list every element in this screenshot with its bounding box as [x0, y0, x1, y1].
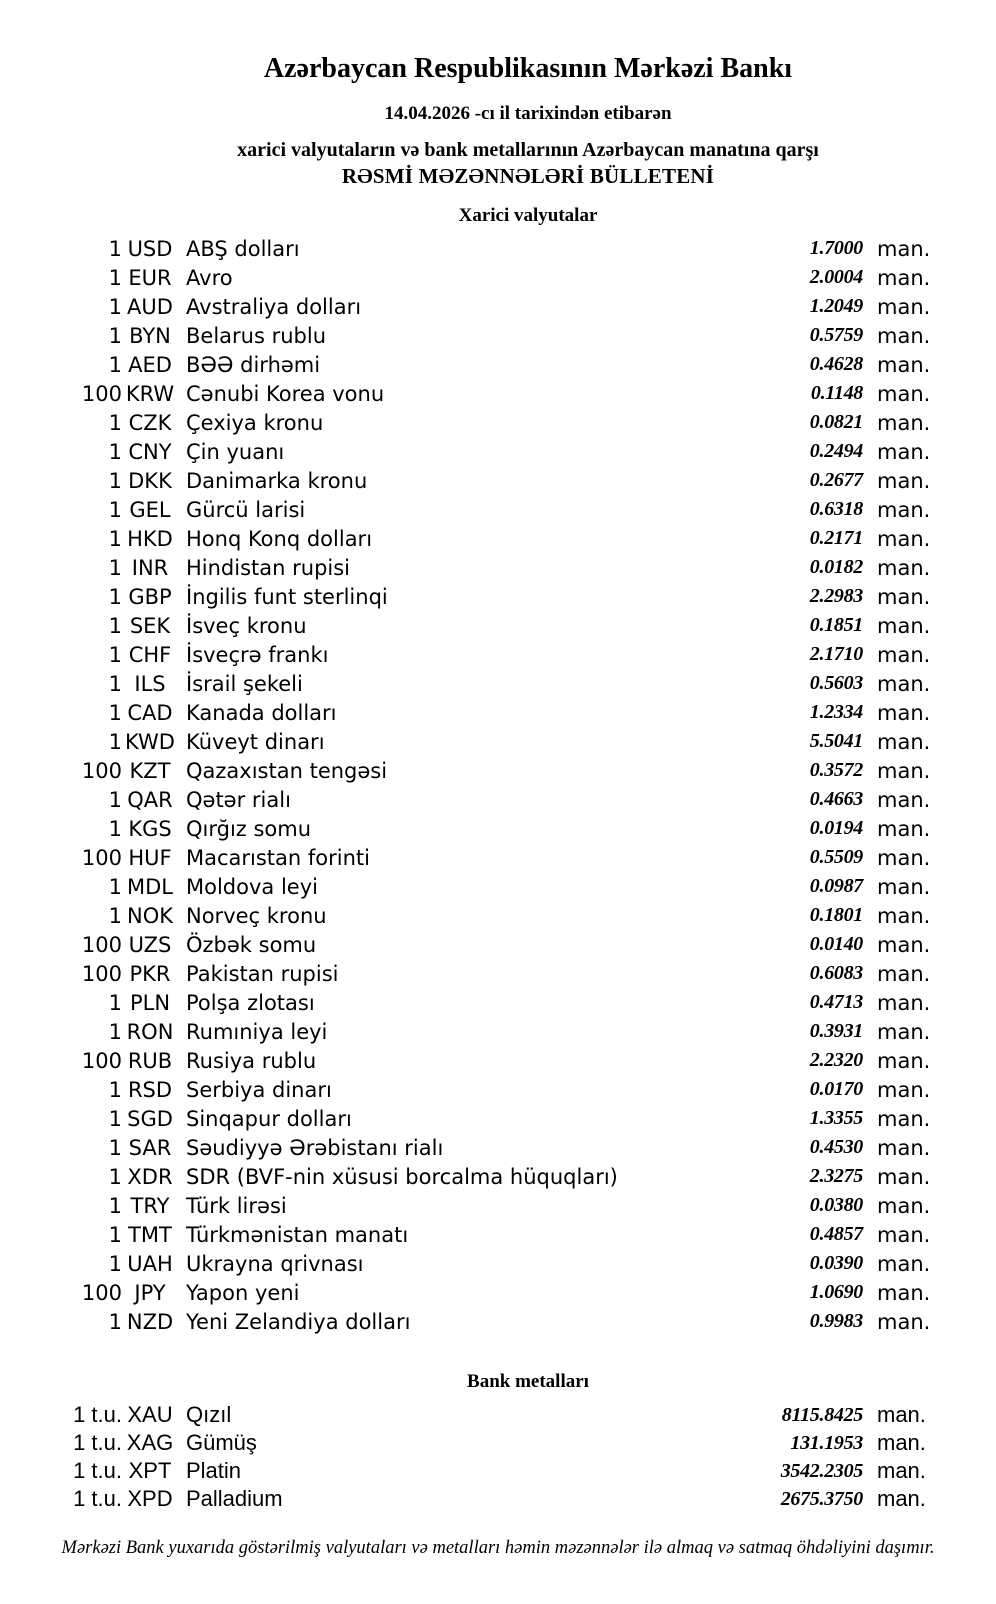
currency-row [0, 1162, 996, 1191]
metals-rates-table [0, 1401, 996, 1513]
currency-code: USD [127, 236, 173, 261]
quantity-value: 1 [108, 1164, 122, 1189]
rate-value: 1.2334 [809, 701, 863, 723]
quantity-value: 1 [108, 613, 122, 638]
rate-value: 0.2494 [809, 440, 863, 462]
currency-name: Rumıniya leyi [186, 1019, 328, 1044]
currency-row [0, 930, 996, 959]
unit-label: man. [877, 874, 931, 899]
bulletin-title: RƏSMİ MƏZƏNNƏLƏRİ BÜLLETENİ [341, 164, 715, 188]
rate-value: 0.0194 [809, 817, 863, 839]
rate-value: 0.0140 [809, 933, 863, 955]
unit-label: man. [877, 1135, 931, 1160]
rate-value: 2.3275 [809, 1165, 863, 1187]
rate-value: 0.2171 [809, 527, 863, 549]
currency-code: UZS [128, 932, 172, 957]
unit-label: man. [877, 497, 931, 522]
currency-code: TMT [128, 1222, 172, 1247]
currency-name: Danimarka kronu [186, 468, 368, 493]
unit-label: man. [877, 816, 931, 841]
unit-label: man. [877, 468, 931, 493]
currency-code: HKD [127, 526, 173, 551]
currency-code: UAH [127, 1251, 173, 1276]
rate-value: 1.7000 [809, 237, 863, 259]
rate-value: 0.5509 [809, 846, 863, 868]
rate-value: 0.4530 [809, 1136, 863, 1158]
currency-row [0, 843, 996, 872]
currency-row [0, 1046, 996, 1075]
currency-section-title: Xarici valyutalar [458, 205, 598, 226]
quantity-value: 1 [108, 497, 122, 522]
rate-value: 2.0004 [809, 266, 863, 288]
currency-code: MDL [127, 874, 173, 899]
unit-label: man. [877, 642, 931, 667]
currency-code: KWD [125, 729, 175, 754]
currency-row [0, 321, 996, 350]
currency-code: XAG [126, 1430, 174, 1455]
rate-value: 0.1801 [809, 904, 863, 926]
currency-name: Gümüş [186, 1430, 257, 1455]
rate-value: 2.2320 [809, 1049, 863, 1071]
currency-row [0, 1075, 996, 1104]
currency-code: JPY [134, 1280, 166, 1305]
quantity-value: 1 [108, 468, 122, 493]
currency-row [0, 611, 996, 640]
currency-code: TRY [130, 1193, 170, 1218]
unit-label: man. [877, 1193, 931, 1218]
rate-value: 0.3931 [809, 1020, 863, 1042]
currency-code: ILS [134, 671, 166, 696]
unit-label: man. [877, 236, 931, 261]
currency-name: BƏƏ dirhəmi [186, 352, 321, 377]
currency-code: SAR [128, 1135, 172, 1160]
unit-label: man. [877, 729, 931, 754]
unit-label: man. [877, 294, 931, 319]
bank-name-title: Azərbaycan Respublikasının Mərkəzi Bankı [263, 53, 793, 84]
currency-name: Sinqapur dolları [186, 1106, 352, 1131]
rate-value: 0.4663 [809, 788, 863, 810]
currency-name: Serbiya dinarı [186, 1077, 332, 1102]
quantity-value: 1 [108, 903, 122, 928]
quantity-value: 1 [108, 352, 122, 377]
currency-name: Avro [186, 265, 233, 290]
currency-row [0, 756, 996, 785]
unit-label: man. [877, 1019, 931, 1044]
unit-label: man. [877, 613, 931, 638]
quantity-value: 1 [108, 584, 122, 609]
quantity-value: 1 [108, 294, 122, 319]
currency-code: XPT [128, 1458, 172, 1483]
currency-name: Kanada dolları [186, 700, 337, 725]
quantity-value: 1 [108, 236, 122, 261]
currency-row [0, 1307, 996, 1336]
currency-name: Qətər rialı [186, 787, 291, 812]
rate-value: 1.2049 [809, 295, 863, 317]
currency-row [0, 698, 996, 727]
currency-code: CNY [128, 439, 172, 464]
currency-row [0, 1278, 996, 1307]
currency-row [0, 582, 996, 611]
currency-name: Macarıstan forinti [186, 845, 370, 870]
rate-value: 1.0690 [809, 1281, 863, 1303]
quantity-value: 1 [108, 555, 122, 580]
quantity-value: 100 [81, 381, 122, 406]
currency-row [0, 814, 996, 843]
quantity-value: 1 [108, 729, 122, 754]
unit-label: man. [877, 961, 931, 986]
currency-row [0, 466, 996, 495]
unit-label: man. [877, 1048, 931, 1073]
quantity-value: 1 [108, 1309, 122, 1334]
unit-label: man. [877, 323, 931, 348]
unit-label: man. [877, 1106, 931, 1131]
unit-label: man. [877, 1486, 926, 1511]
unit-label: man. [877, 1280, 931, 1305]
currency-name: Yeni Zelandiya dolları [186, 1309, 411, 1334]
unit-label: man. [877, 352, 931, 377]
quantity-value: 1 [108, 642, 122, 667]
rate-value: 0.4628 [809, 353, 863, 375]
rate-value: 0.2677 [809, 469, 863, 491]
currency-code: HUF [128, 845, 172, 870]
rate-value: 2.1710 [809, 643, 863, 665]
currency-row [0, 553, 996, 582]
currency-name: Pakistan rupisi [186, 961, 339, 986]
rate-value: 0.0170 [809, 1078, 863, 1100]
currency-row [0, 1017, 996, 1046]
currency-name: İngilis funt sterlinqi [186, 584, 388, 609]
rate-value: 0.5759 [809, 324, 863, 346]
currency-row [0, 1249, 996, 1278]
rate-value: 0.1851 [809, 614, 863, 636]
currency-code: QAR [127, 787, 173, 812]
metal-row [0, 1429, 996, 1457]
currency-name: Rusiya rublu [186, 1048, 317, 1073]
currency-row [0, 292, 996, 321]
rate-value: 0.0821 [809, 411, 863, 433]
currency-name: Moldova leyi [186, 874, 318, 899]
currency-name: Küveyt dinarı [186, 729, 325, 754]
quantity-value: 1 [108, 410, 122, 435]
currency-row [0, 1104, 996, 1133]
quantity-value: 1 [108, 671, 122, 696]
currency-name: Türkmənistan manatı [186, 1222, 409, 1247]
currency-code: NOK [126, 903, 173, 928]
rate-value: 0.9983 [809, 1310, 863, 1332]
metal-row [0, 1401, 996, 1429]
footer-note: Mərkəzi Bank yuxarıda göstərilmiş valyutaları və metalları həmin məzənnələr ilə almaq və satmaq öhdəliyini daşımır. [61, 1538, 935, 1558]
quantity-value: 1 [108, 874, 122, 899]
currency-row [0, 350, 996, 379]
currency-name: Polşa zlotası [186, 990, 315, 1015]
rate-value: 0.4713 [809, 991, 863, 1013]
currency-code: CHF [128, 642, 172, 667]
unit-label: man. [877, 1077, 931, 1102]
unit-label: man. [877, 990, 931, 1015]
currency-code: SGD [127, 1106, 173, 1131]
quantity-value: 1 [108, 1077, 122, 1102]
currency-code: RON [126, 1019, 174, 1044]
rate-value: 0.0390 [809, 1252, 863, 1274]
currency-name: Platin [186, 1458, 242, 1483]
currency-name: İsveçrə frankı [186, 642, 329, 667]
currency-row [0, 872, 996, 901]
currency-code: NZD [126, 1309, 174, 1334]
currency-name: Gürcü larisi [186, 497, 306, 522]
quantity-value: 100 [81, 845, 122, 870]
bulletin-subtitle: xarici valyutaların və bank metallarının Azərbaycan manatına qarşı [237, 139, 819, 161]
unit-label: man. [877, 410, 931, 435]
quantity-value: 1 [108, 1251, 122, 1276]
effective-date-line: 14.04.2026 -cı il tarixindən etibarən [384, 103, 672, 124]
unit-label: man. [877, 555, 931, 580]
currency-name: Cənubi Korea vonu [186, 381, 385, 406]
rate-value: 131.1953 [790, 1431, 863, 1454]
unit-label: man. [877, 903, 931, 928]
quantity-value: 100 [81, 758, 122, 783]
currency-code: RUB [127, 1048, 173, 1073]
metal-row [0, 1485, 996, 1513]
currency-row [0, 379, 996, 408]
quantity-value: 1 t.u. [73, 1430, 122, 1455]
quantity-value: 1 t.u. [73, 1402, 122, 1427]
quantity-value: 1 [108, 1019, 122, 1044]
currency-code: XDR [127, 1164, 173, 1189]
currency-row [0, 1133, 996, 1162]
currency-name: SDR (BVF-nin xüsusi borcalma hüquqları) [186, 1164, 618, 1189]
currency-code: CAD [127, 700, 173, 725]
rate-value: 2.2983 [809, 585, 863, 607]
currency-name: Türk lirəsi [186, 1193, 287, 1218]
unit-label: man. [877, 1430, 926, 1455]
currency-name: Palladium [186, 1486, 283, 1511]
quantity-value: 1 [108, 1222, 122, 1247]
rate-value: 0.4857 [809, 1223, 863, 1245]
currency-code: AED [128, 352, 172, 377]
currency-code: CZK [128, 410, 172, 435]
currency-name: Qırğız somu [186, 816, 312, 841]
currency-code: PKR [129, 961, 171, 986]
quantity-value: 1 t.u. [73, 1458, 122, 1483]
currency-row [0, 1191, 996, 1220]
currency-code: EUR [128, 265, 172, 290]
unit-label: man. [877, 700, 931, 725]
rate-value: 0.3572 [809, 759, 863, 781]
quantity-value: 1 [108, 1193, 122, 1218]
quantity-value: 1 t.u. [73, 1486, 122, 1511]
rate-value: 8115.8425 [781, 1403, 863, 1426]
currency-row [0, 524, 996, 553]
unit-label: man. [877, 787, 931, 812]
metals-section-title: Bank metalları [467, 1371, 589, 1392]
currency-code: INR [131, 555, 169, 580]
currency-row [0, 495, 996, 524]
currency-name: Norveç kronu [186, 903, 327, 928]
unit-label: man. [877, 265, 931, 290]
currency-name: Səudiyyə Ərəbistanı rialı [186, 1135, 444, 1160]
unit-label: man. [877, 439, 931, 464]
quantity-value: 1 [108, 439, 122, 464]
unit-label: man. [877, 845, 931, 870]
currency-name: İsrail şekeli [186, 671, 303, 696]
rate-value: 3542.2305 [780, 1459, 863, 1482]
quantity-value: 100 [81, 1048, 122, 1073]
unit-label: man. [877, 1309, 931, 1334]
currency-code: AUD [127, 294, 173, 319]
currency-name: İsveç kronu [186, 613, 307, 638]
currency-row [0, 640, 996, 669]
currency-code: KZT [129, 758, 171, 783]
rate-value: 0.1148 [810, 382, 863, 404]
quantity-value: 1 [108, 265, 122, 290]
currency-code: SEK [129, 613, 171, 638]
unit-label: man. [877, 1222, 931, 1247]
currency-row [0, 234, 996, 263]
currency-row [0, 727, 996, 756]
rate-value: 0.0987 [809, 875, 863, 897]
currency-name: Avstraliya dolları [186, 294, 362, 319]
currency-name: Çexiya kronu [186, 410, 324, 435]
quantity-value: 100 [81, 1280, 122, 1305]
currency-row [0, 669, 996, 698]
currency-name: Belarus rublu [186, 323, 327, 348]
unit-label: man. [877, 758, 931, 783]
rate-value: 5.5041 [809, 730, 863, 752]
currency-code: KGS [128, 816, 172, 841]
currency-code: GBP [128, 584, 172, 609]
quantity-value: 1 [108, 700, 122, 725]
currency-row [0, 437, 996, 466]
currency-name: Qızıl [186, 1402, 232, 1427]
currency-code: KRW [125, 381, 175, 406]
currency-row [0, 901, 996, 930]
currency-name: Özbək somu [186, 932, 317, 957]
rate-value: 0.5603 [809, 672, 863, 694]
currency-name: ABŞ dolları [186, 236, 300, 261]
unit-label: man. [877, 1164, 931, 1189]
currency-row [0, 959, 996, 988]
currency-row [0, 408, 996, 437]
currency-code: DKK [128, 468, 172, 493]
currency-name: Çin yuanı [186, 439, 285, 464]
currency-code: GEL [129, 497, 171, 522]
quantity-value: 1 [108, 323, 122, 348]
currency-row [0, 785, 996, 814]
currency-name: Yapon yeni [186, 1280, 300, 1305]
currency-row [0, 1220, 996, 1249]
currency-code: PLN [129, 990, 171, 1015]
metal-row [0, 1457, 996, 1485]
unit-label: man. [877, 671, 931, 696]
quantity-value: 1 [108, 526, 122, 551]
unit-label: man. [877, 584, 931, 609]
quantity-value: 1 [108, 787, 122, 812]
currency-name: Ukrayna qrivnası [186, 1251, 364, 1276]
currency-row [0, 988, 996, 1017]
quantity-value: 1 [108, 1135, 122, 1160]
unit-label: man. [877, 1251, 931, 1276]
rate-value: 2675.3750 [780, 1487, 863, 1510]
unit-label: man. [877, 932, 931, 957]
rate-value: 0.6083 [809, 962, 863, 984]
currency-rates-table [0, 234, 996, 1336]
currency-code: XAU [127, 1402, 173, 1427]
unit-label: man. [877, 381, 931, 406]
rate-value: 0.6318 [809, 498, 863, 520]
rate-value: 0.0182 [809, 556, 863, 578]
rate-value: 0.0380 [809, 1194, 863, 1216]
currency-name: Honq Konq dolları [186, 526, 373, 551]
unit-label: man. [877, 1402, 926, 1427]
quantity-value: 1 [108, 816, 122, 841]
currency-code: RSD [127, 1077, 173, 1102]
currency-name: Hindistan rupisi [186, 555, 351, 580]
currency-code: XPD [127, 1486, 173, 1511]
rate-value: 1.3355 [809, 1107, 863, 1129]
unit-label: man. [877, 1458, 926, 1483]
unit-label: man. [877, 526, 931, 551]
quantity-value: 1 [108, 1106, 122, 1131]
currency-code: BYN [129, 323, 171, 348]
quantity-value: 100 [81, 932, 122, 957]
quantity-value: 100 [81, 961, 122, 986]
currency-row [0, 263, 996, 292]
quantity-value: 1 [108, 990, 122, 1015]
currency-name: Qazaxıstan tengəsi [186, 758, 388, 783]
